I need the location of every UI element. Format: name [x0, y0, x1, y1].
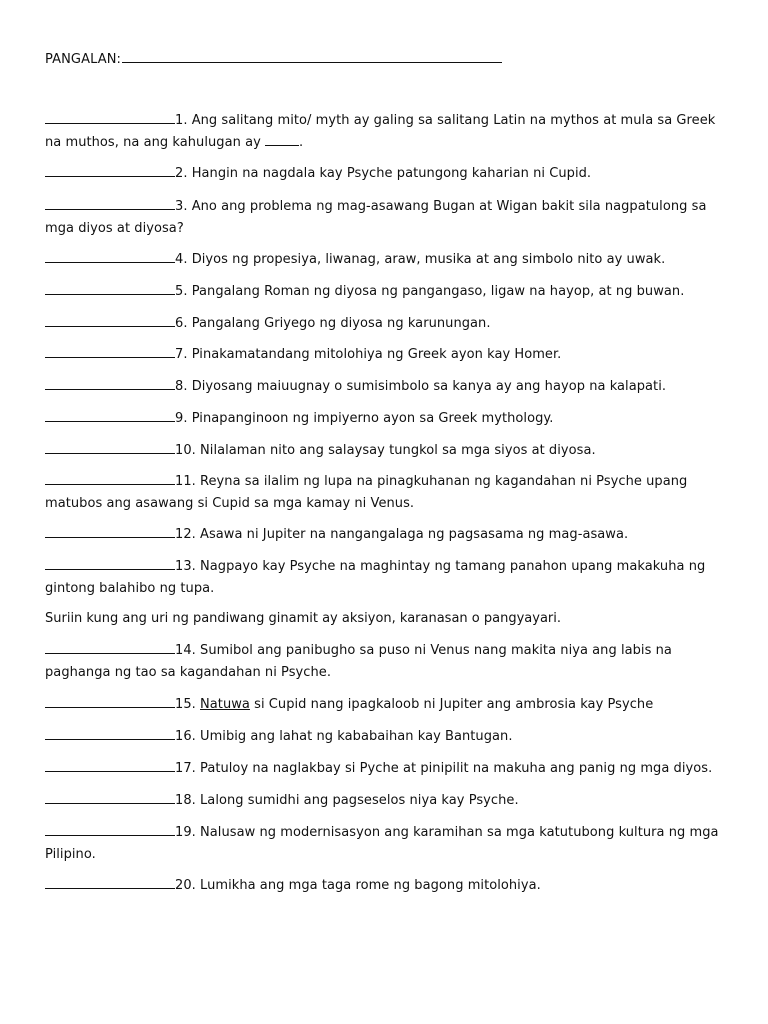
- question-7: 7. Pinakamatandang mitolohiya ng Greek ayon kay Homer.: [45, 342, 727, 366]
- answer-blank-18[interactable]: [45, 788, 175, 804]
- question-4: 4. Diyos ng propesiya, liwanag, araw, musika at ang simbolo nito ay uwak.: [45, 247, 727, 271]
- question-3: 3. Ano ang problema ng mag-asawang Bugan at Wigan bakit sila nagpatulong sa mga diyos at diyosa?: [45, 194, 727, 240]
- name-label: PANGALAN:: [45, 52, 122, 67]
- answer-blank-15[interactable]: [45, 692, 175, 708]
- question-14: 14. Sumibol ang panibugho sa puso ni Venus nang makita niya ang labis na paghanga ng tao sa kagandahan ni Psyche.: [45, 638, 727, 684]
- answer-blank-3[interactable]: [45, 194, 175, 210]
- question-8: 8. Diyosang maiuugnay o sumisimbolo sa kanya ay ang hayop na kalapati.: [45, 374, 727, 398]
- answer-blank-9[interactable]: [45, 406, 175, 422]
- answer-blank-2[interactable]: [45, 161, 175, 177]
- question-20: 20. Lumikha ang mga taga rome ng bagong mitolohiya.: [45, 873, 727, 897]
- answer-blank-16[interactable]: [45, 724, 175, 740]
- answer-blank-1[interactable]: [45, 108, 175, 124]
- name-line: [45, 48, 502, 67]
- answer-blank-20[interactable]: [45, 873, 175, 889]
- name-blank[interactable]: [122, 48, 502, 63]
- underlined-verb: Natuwa: [200, 697, 250, 712]
- inline-blank[interactable]: [265, 135, 299, 146]
- answer-blank-5[interactable]: [45, 279, 175, 295]
- question-13: 13. Nagpayo kay Psyche na maghintay ng tamang panahon upang makakuha ng gintong balahibo ng tupa.: [45, 554, 727, 600]
- answer-blank-10[interactable]: [45, 438, 175, 454]
- question-6: 6. Pangalang Griyego ng diyosa ng karunungan.: [45, 311, 727, 335]
- answer-blank-14[interactable]: [45, 638, 175, 654]
- answer-blank-17[interactable]: [45, 756, 175, 772]
- question-1: 1. Ang salitang mito/ myth ay galing sa salitang Latin na mythos at mula sa Greek na muthos, na ang kahulugan ay .: [45, 108, 727, 154]
- answer-blank-6[interactable]: [45, 311, 175, 327]
- answer-blank-11[interactable]: [45, 469, 175, 485]
- question-9: 9. Pinapanginoon ng impiyerno ayon sa Greek mythology.: [45, 406, 727, 430]
- question-12: 12. Asawa ni Jupiter na nangangalaga ng pagsasama ng mag-asawa.: [45, 522, 727, 546]
- question-19: 19. Nalusaw ng modernisasyon ang karamihan sa mga katutubong kultura ng mga Pilipino.: [45, 820, 727, 866]
- answer-blank-7[interactable]: [45, 342, 175, 358]
- answer-blank-19[interactable]: [45, 820, 175, 836]
- answer-blank-13[interactable]: [45, 554, 175, 570]
- question-5: 5. Pangalang Roman ng diyosa ng pangangaso, ligaw na hayop, at ng buwan.: [45, 279, 727, 303]
- question-18: 18. Lalong sumidhi ang pagseselos niya kay Psyche.: [45, 788, 727, 812]
- question-10: 10. Nilalaman nito ang salaysay tungkol sa mga siyos at diyosa.: [45, 438, 727, 462]
- question-17: 17. Patuloy na naglakbay si Pyche at pinipilit na makuha ang panig ng mga diyos.: [45, 756, 727, 780]
- instruction-text: Suriin kung ang uri ng pandiwang ginamit ay aksiyon, karanasan o pangyayari.: [45, 611, 562, 626]
- answer-blank-12[interactable]: [45, 522, 175, 538]
- question-16: 16. Umibig ang lahat ng kababaihan kay Bantugan.: [45, 724, 727, 748]
- answer-blank-8[interactable]: [45, 374, 175, 390]
- question-2: 2. Hangin na nagdala kay Psyche patungong kaharian ni Cupid.: [45, 161, 727, 185]
- answer-blank-4[interactable]: [45, 247, 175, 263]
- question-15: 15. Natuwa si Cupid nang ipagkaloob ni Jupiter ang ambrosia kay Psyche: [45, 692, 727, 716]
- question-11: 11. Reyna sa ilalim ng lupa na pinagkuhanan ng kagandahan ni Psyche upang matubos ang asawang si Cupid sa mga kamay ni Venus.: [45, 469, 727, 515]
